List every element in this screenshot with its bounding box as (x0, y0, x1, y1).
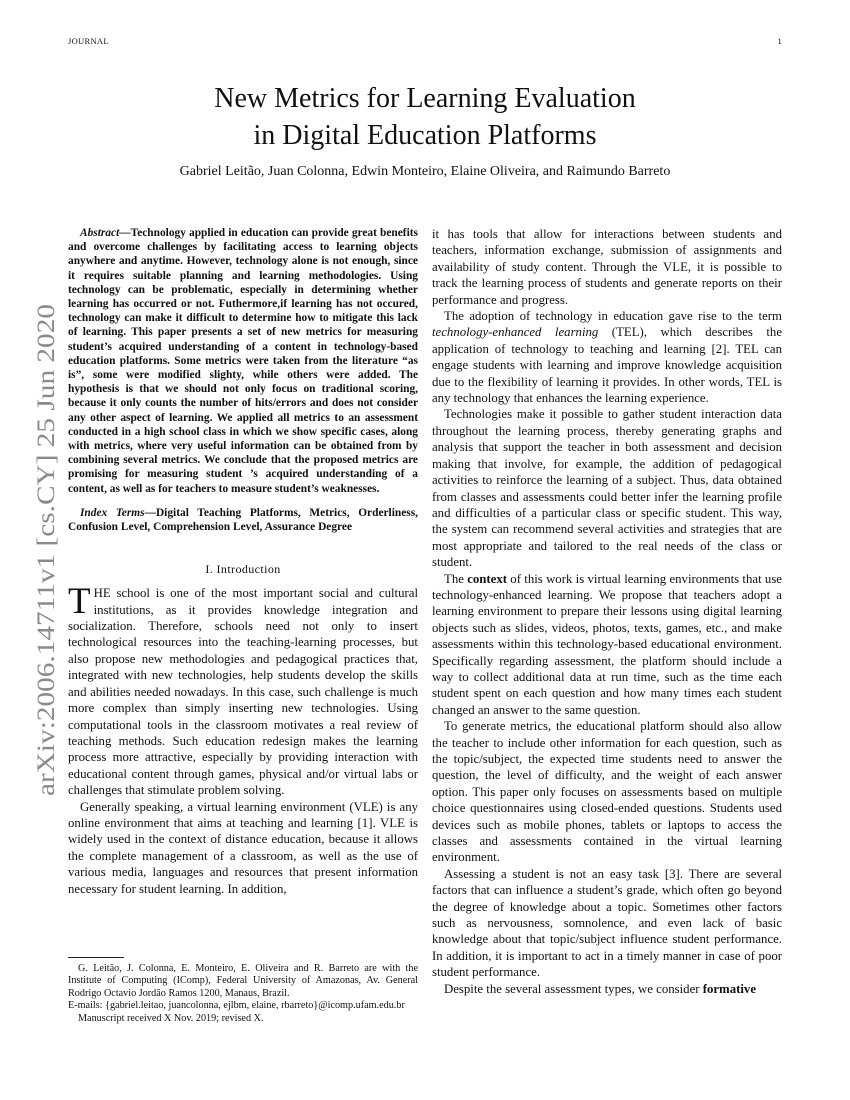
right-paragraph-4 (432, 571, 782, 719)
section-heading-introduction: I. Introduction (205, 562, 281, 577)
right-paragraph-7-before: Despite the several assessment types, we consider (444, 981, 703, 996)
left-column (68, 226, 418, 897)
right-paragraph-7 (432, 981, 782, 997)
drop-cap: T (68, 581, 91, 623)
page-number: 1 (777, 36, 782, 46)
tel-term: technology-enhanced learning (432, 325, 599, 340)
index-terms (68, 506, 418, 534)
author-list: Gabriel Leitão, Juan Colonna, Edwin Monteiro, Elaine Oliveira, and Raimundo Barreto (179, 164, 671, 179)
right-paragraph-6: Assessing a student is not an easy task [3]. There are several factors that can influence a student’s grade, which often go beyond the degree of knowledge about a topic. Sometimes other factors such as nervousness, somnolence, and even lack of basic knowledge about that topic/subject influence student performance. In addition, it is important to act in a timely manner in case of poor student performance. (432, 866, 782, 980)
abstract-label: Abstract (80, 227, 120, 239)
right-paragraph-2-after: (TEL), which describes the application of technology to teaching and learning [2]. TEL can engage students with learning and improve knowledge acquisition due to the flexibility of learning it provides. In other words, TEL is any technology that enhances the learning experience. (432, 325, 783, 406)
footnote-affiliation: G. Leitão, J. Colonna, E. Monteiro, E. Oliveira and R. Barreto are with the Institute of Computing (IComp), Federal University of Amazonas, Av. General Rodrigo Octavio Jordão Ramos 1200, Manaus, Brazil. (68, 963, 418, 999)
right-paragraph-1: it has tools that allow for interactions between students and teachers, information exchange, submission of assignments and availability of study content. Through the VLE, it is possible to track the learning process of students and generate reports on their performance and progress. (432, 227, 782, 307)
intro-paragraph-2: Generally speaking, a virtual learning environment (VLE) is any online environment that aims at teaching and learning [1]. VLE is widely used in the context of distance education, because it allows the complete management of a classroom, as well as the use of various media, languages and resources that present information necessary for student learning. In addition, (68, 799, 418, 896)
right-paragraph-3: Technologies make it possible to gather student interaction data throughout the learning process, thereby generating graphs and analysis that support the teacher in both assessment and decision making that involve, for example, the addition of pedagogical activities to reinforce the learning of a subject. Thus, data obtained from classes and assessments could better infer the learning profile and difficulties of a particular class or specific student. This way, the system can recommend several activities and strategies that are most appropriate and tailored to the real needs of the class or student. (432, 407, 782, 570)
right-paragraph-2-before: The adoption of technology in education gave rise to the term (444, 309, 782, 324)
journal-label: JOURNAL (68, 36, 109, 46)
intro-paragraph-1 (68, 581, 418, 798)
footnote-rule (68, 957, 124, 958)
context-term: context (467, 571, 507, 586)
right-paragraph-2 (432, 308, 782, 406)
right-column (432, 226, 782, 997)
intro-paragraph-1-text: HE school is one of the most important social and cultural institutions, as it provides knowledge integration and socialization. Therefore, schools need not only to insert technological resources into the teaching-learning processes, but also propose new methodologies and pedagogical practices that, integrated with new technologies, help students develop the skills and abilities needed nowadays. In this case, such challenge is much more complex than simply inserting new technologies. Using computational tools in the classroom motivates a real review of teaching methods. Such education redesign makes the learning process more attractive, especially by providing interaction with educational content through games, physical and/or virtual labs or challenges that stimulate problem solving. (68, 586, 418, 798)
index-terms-label: Index Terms (80, 506, 145, 519)
title-line-1: New Metrics for Learning Evaluation (214, 83, 636, 114)
footnote (68, 963, 418, 1025)
arxiv-identifier: arXiv:2006.14711v1 [cs.CY] 25 Jun 2020 (33, 376, 60, 796)
right-paragraph-5: To generate metrics, the educational platform should also allow the teacher to include other information for each question, such as the topic/subject, the expected time students need to answer the question, the level of difficulty, and the weight of each answer option. This paper only focuses on assessments based on multiple choice questionnaires using closed-ended questions. Students used devices such as mobile phones, tablets or laptops to access the classes and assessments contained in the virtual learning environment. (432, 719, 782, 865)
arxiv-stamp (6, 296, 76, 796)
right-paragraph-4-after: of this work is virtual learning environments that use technology-enhanced learning. We propose that teachers adopt a learning environment to prepare their lessons using digital learning objects such as slides, videos, photos, texts, games, etc., and make assessments within this technology-based educational environment. Specifically regarding assessment, the platform should include a way to collect additional data at run time, such as the time each student spent on each question and how many times each student changed an answer to the same question. (432, 571, 782, 717)
footnote-manuscript: Manuscript received X Nov. 2019; revised X. (78, 1012, 264, 1024)
abstract (68, 226, 418, 496)
abstract-text: —Technology applied in education can provide great benefits and overcome challenges by facilitating access to learning objects anywhere and anytime. However, technology alone is not enough, since it requires suitable planning and learning methodologies. Using technology can be problematic, especially in determining whether learning has occurred or not. Futhermore,if learning has not occured, technology can make it difficult to determine how to mitigate this lack of learning. This paper presents a set of new metrics for measuring student’s acquired understanding of a content in technology-based education platforms. Some metrics were taken from the literature “as is”, some were modified slighty, while others were added. The hypothesis is that we should not only focus on traditional scoring, because it only counts the number of hits/errors and does not consider any other aspect of learning. We applied all metrics to an assessment conducted in a high school class in which we show specific cases, along with metrics, where very useful information can be obtained from by combining several metrics. We conclude that the proposed metrics are promising for measuring student ’s acquired understanding of a content, as well as for teachers to measure student’s weaknesses. (68, 227, 418, 495)
formative-term: formative (702, 981, 757, 996)
index-terms-text: —Digital Teaching Platforms, Metrics, Orderliness, Confusion Level, Comprehension Level, Assurance Degree (68, 506, 418, 534)
running-header (68, 36, 782, 46)
footnote-emails: E-mails: {gabriel.leitao, juancolonna, ejlbm, elaine, rbarreto}@icomp.ufam.edu.br (68, 1000, 405, 1012)
paper-title (0, 80, 850, 154)
right-paragraph-4-before: The (444, 571, 468, 586)
title-line-2: in Digital Education Platforms (253, 120, 597, 151)
